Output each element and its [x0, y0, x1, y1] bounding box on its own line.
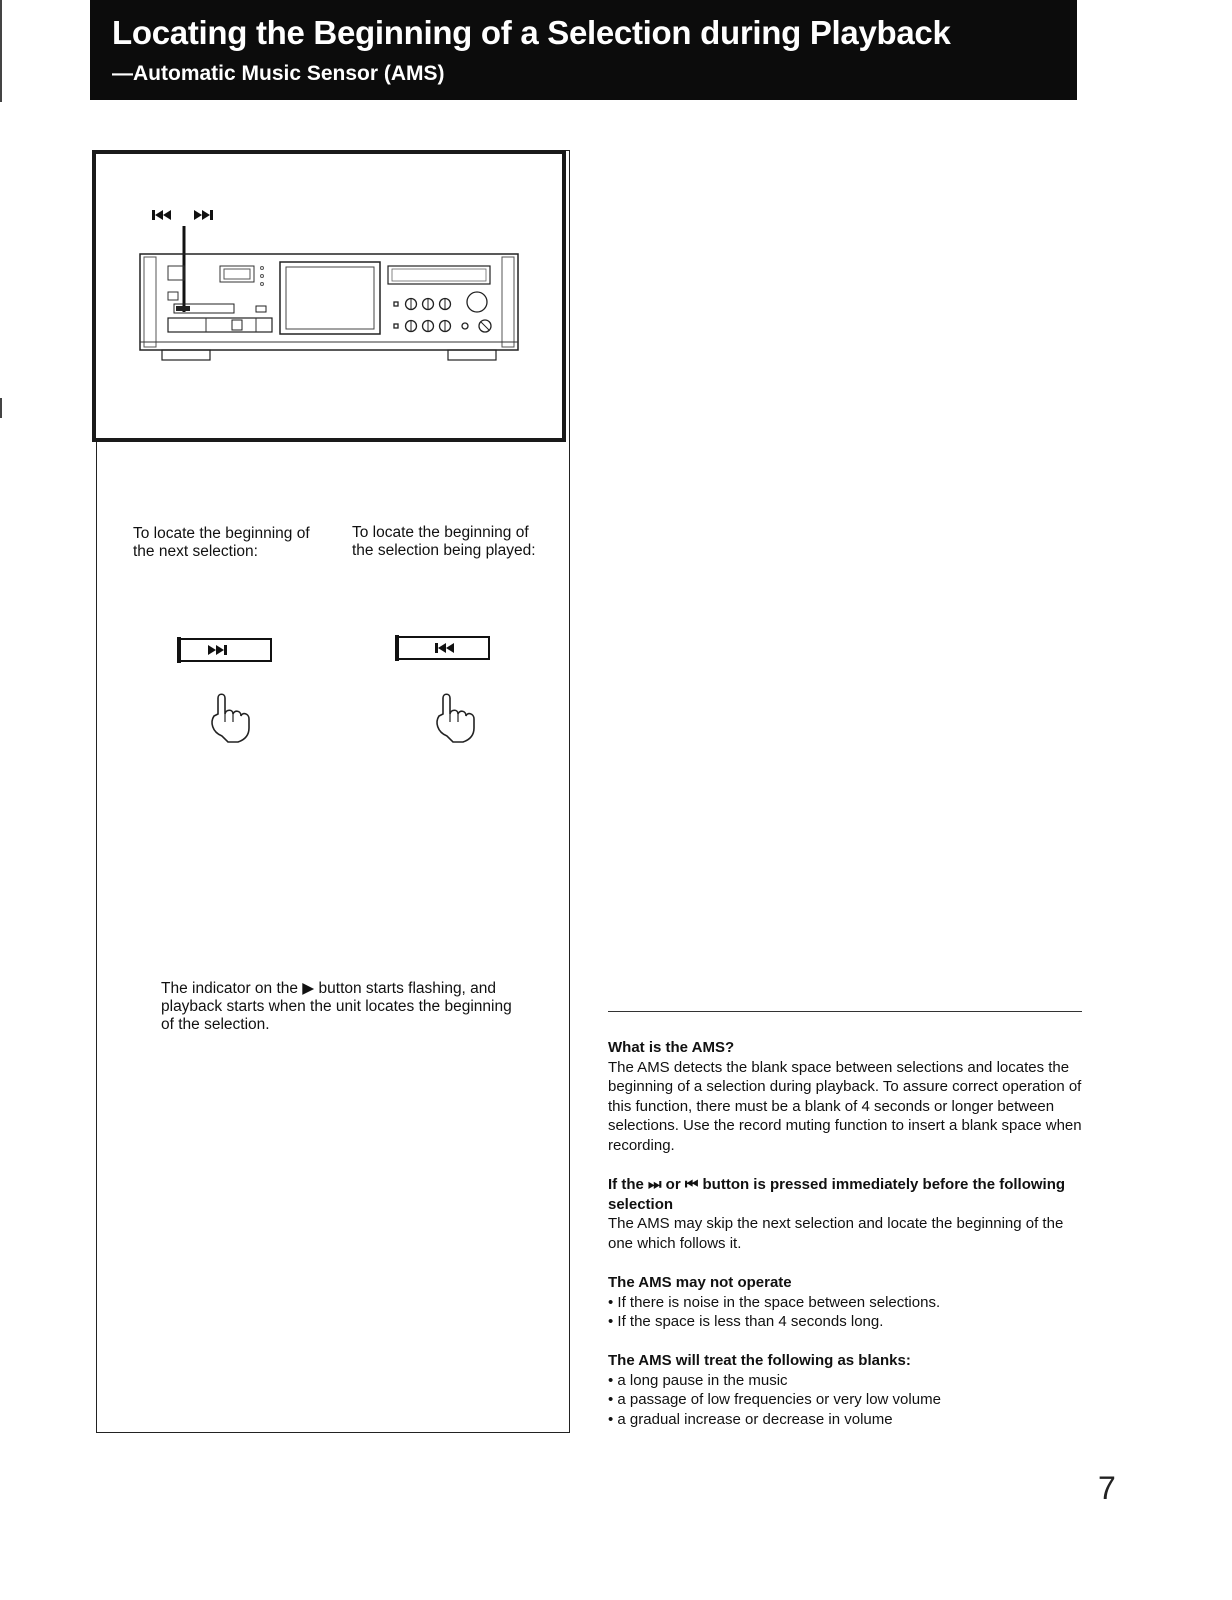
pointing-hand-icon	[206, 692, 254, 750]
ams-notes	[608, 1038, 1088, 1156]
blanks-note	[608, 1351, 1088, 1429]
margin-mark	[0, 0, 2, 102]
blanks-heading: The AMS will treat the following as blanks:	[608, 1352, 911, 1369]
not-operate-item: • If there is noise in the space between selections.	[608, 1293, 941, 1311]
blanks-item: • a passage of low frequencies or very low volume	[608, 1391, 941, 1409]
page-title: Locating the Beginning of a Selection during Playback	[112, 14, 951, 51]
not-operate-heading: The AMS may not operate	[608, 1274, 792, 1291]
page-number: 7	[1098, 1470, 1116, 1506]
not-operate-note	[608, 1273, 1088, 1332]
pressed-heading: If the ⏭ or ⏮ button is pressed immediately before the following selection	[608, 1176, 1066, 1213]
pressed-note	[608, 1175, 1088, 1253]
margin-mark	[0, 398, 2, 418]
next-track-icon	[180, 640, 270, 660]
page-subtitle: —Automatic Music Sensor (AMS)	[112, 62, 445, 85]
pressed-body: The AMS may skip the next selection and locate the beginning of the one which follows it.	[608, 1215, 1064, 1252]
divider	[608, 1011, 1082, 1012]
page-header	[90, 0, 1077, 100]
cassette-deck-drawing	[96, 154, 562, 438]
deck-illustration	[92, 150, 566, 442]
not-operate-item: • If the space is less than 4 seconds long.	[608, 1313, 884, 1331]
blanks-item: • a gradual increase or decrease in volume	[608, 1410, 893, 1428]
result-text: The indicator on the ▶ button starts flashing, and playback starts when the unit locates the beginning of the selection.	[161, 980, 512, 1033]
next-button[interactable]	[178, 638, 272, 662]
what-is-ams-body: The AMS detects the blank space between selections and locates the beginning of a selection during playback. To assure correct operation of this function, there must be a blank of 4 seconds or longer between selections. Use the record muting function to insert a blank space when recording.	[608, 1058, 1082, 1154]
what-is-ams-heading: What is the AMS?	[608, 1039, 735, 1056]
blanks-item: • a long pause in the music	[608, 1371, 788, 1389]
step-current-text: To locate the beginning of the selection being played:	[352, 524, 536, 559]
step-next-text: To locate the beginning of the next selection:	[133, 525, 310, 560]
previous-button[interactable]	[396, 636, 490, 660]
previous-track-icon	[398, 638, 488, 658]
pointing-hand-icon	[431, 692, 479, 750]
